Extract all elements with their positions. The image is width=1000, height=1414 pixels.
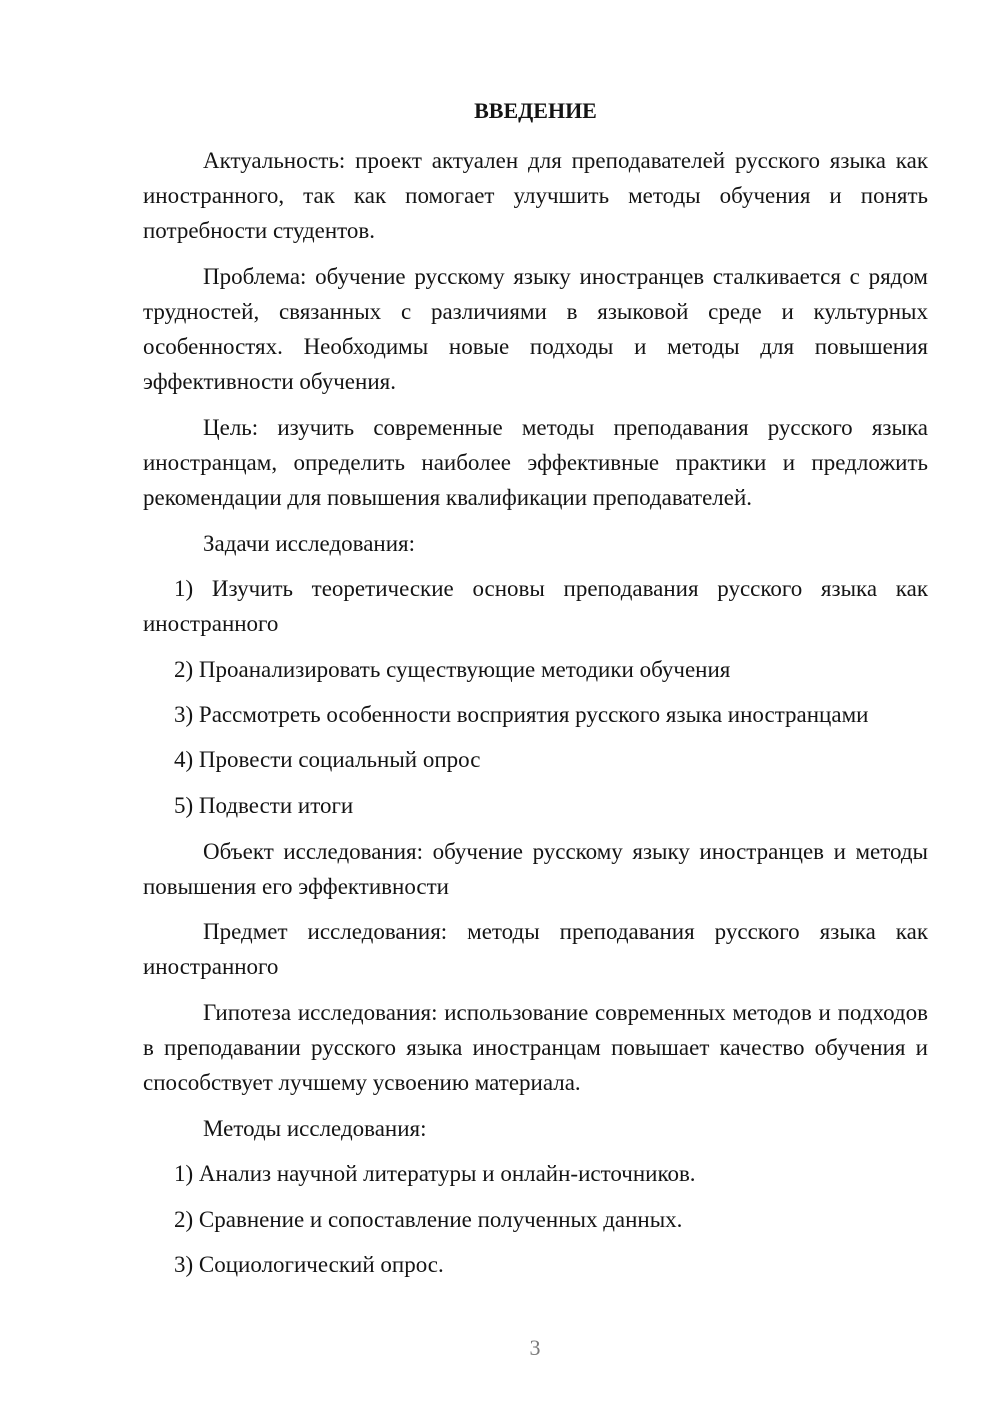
method-item-3: 3) Социологический опрос.: [174, 1252, 444, 1277]
task-item-3: 3) Рассмотреть особенности восприятия русского языка иностранцами: [174, 702, 869, 727]
method-item-2: 2) Сравнение и сопоставление полученных данных.: [174, 1207, 683, 1232]
method-item-1: 1) Анализ научной литературы и онлайн-источников.: [174, 1161, 696, 1186]
hypothesis-paragraph: Гипотеза исследования: использование современных методов и подходов в преподавании русского языка иностранцам повышает качество обучения и способствует лучшему усвоению материала.: [143, 1000, 928, 1095]
task-item-2: 2) Проанализировать существующие методики обучения: [174, 657, 731, 682]
task-item-5: 5) Подвести итоги: [174, 793, 354, 818]
page-number: 3: [529, 1335, 541, 1360]
subject-paragraph: Предмет исследования: методы преподавания русского языка как иностранного: [143, 919, 928, 979]
tasks-heading: Задачи исследования:: [203, 531, 416, 556]
relevance-paragraph: Актуальность: проект актуален для преподавателей русского языка как иностранного, так как помогает улучшить методы обучения и понять потребности студентов.: [143, 148, 928, 243]
object-paragraph: Объект исследования: обучение русскому языку иностранцев и методы повышения его эффективности: [143, 839, 928, 899]
task-item-4: 4) Провести социальный опрос: [174, 747, 481, 772]
section-title: ВВЕДЕНИЕ: [474, 98, 597, 123]
task-item-1: 1) Изучить теоретические основы преподавания русского языка как иностранного: [143, 576, 928, 636]
goal-paragraph: Цель: изучить современные методы преподавания русского языка иностранцам, определить наиболее эффективные практики и предложить рекомендации для повышения квалификации преподавателей.: [143, 415, 928, 510]
problem-paragraph: Проблема: обучение русскому языку иностранцев сталкивается с рядом трудностей, связанных с различиями в языковой среде и культурных особенностях. Необходимы новые подходы и методы для повышения эффективности обучения.: [143, 264, 928, 394]
methods-heading: Методы исследования:: [203, 1116, 427, 1141]
